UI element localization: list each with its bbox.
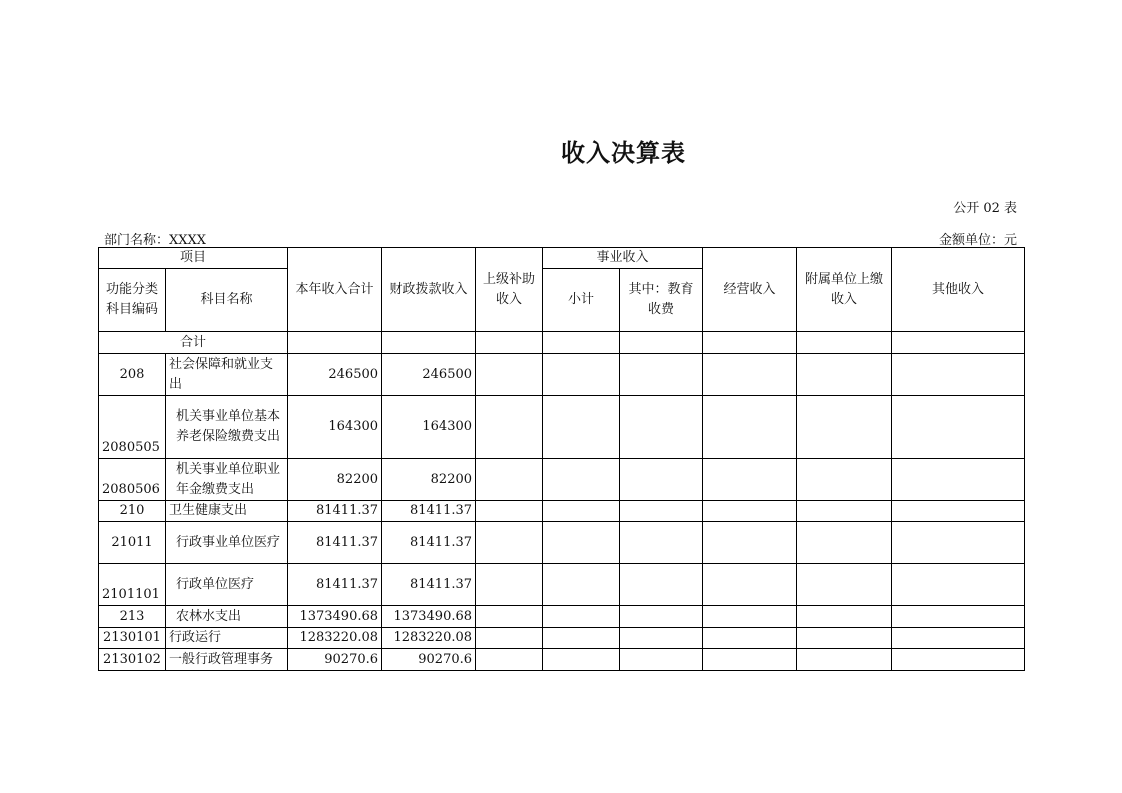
row-name: 行政事业单位医疗 [166, 522, 288, 564]
page-title: 收入决算表 [561, 138, 686, 167]
row-fiscal: 90270.6 [382, 649, 476, 671]
row-total: 82200 [288, 459, 382, 501]
row-total: 1283220.08 [288, 628, 382, 649]
table-row [99, 354, 1025, 396]
header-subject-name: 科目名称 [166, 269, 288, 332]
sum-row [99, 332, 1025, 354]
header-row-1 [99, 248, 1025, 269]
form-number: 公开 02 表 [953, 201, 1017, 216]
header-other-income: 其他收入 [892, 248, 1025, 332]
income-table [98, 247, 1025, 671]
row-fiscal: 81411.37 [382, 564, 476, 606]
row-name: 机关事业单位职业年金缴费支出 [166, 459, 288, 501]
table-row [99, 628, 1025, 649]
row-fiscal: 81411.37 [382, 522, 476, 564]
amount-unit-label: 金额单位：元 [938, 233, 1017, 248]
header-subject-code: 功能分类科目编码 [99, 269, 166, 332]
row-code: 213 [99, 606, 166, 628]
row-total: 81411.37 [288, 522, 382, 564]
row-fiscal: 1283220.08 [382, 628, 476, 649]
row-name: 社会保障和就业支出 [166, 354, 288, 396]
header-business-income: 事业收入 [543, 248, 703, 269]
table-row [99, 564, 1025, 606]
table-row [99, 459, 1025, 501]
row-code: 2080506 [99, 459, 166, 501]
row-name: 行政单位医疗 [166, 564, 288, 606]
row-total: 1373490.68 [288, 606, 382, 628]
header-education-fee: 其中：教育收费 [620, 269, 703, 332]
row-total: 90270.6 [288, 649, 382, 671]
row-fiscal: 1373490.68 [382, 606, 476, 628]
row-fiscal: 81411.37 [382, 501, 476, 522]
table-row [99, 522, 1025, 564]
row-total: 164300 [288, 396, 382, 459]
row-code: 208 [99, 354, 166, 396]
sum-label: 合计 [99, 332, 288, 354]
table-row [99, 396, 1025, 459]
row-fiscal: 164300 [382, 396, 476, 459]
header-fiscal-allocation: 财政拨款收入 [382, 248, 476, 332]
header-total-income: 本年收入合计 [288, 248, 382, 332]
row-name: 卫生健康支出 [166, 501, 288, 522]
row-fiscal: 82200 [382, 459, 476, 501]
row-fiscal: 246500 [382, 354, 476, 396]
row-total: 81411.37 [288, 501, 382, 522]
header-affiliated-income: 附属单位上缴收入 [797, 248, 892, 332]
header-subtotal: 小计 [543, 269, 620, 332]
row-name: 一般行政管理事务 [166, 649, 288, 671]
table-row [99, 501, 1025, 522]
row-total: 246500 [288, 354, 382, 396]
row-code: 2130102 [99, 649, 166, 671]
row-name: 农林水支出 [166, 606, 288, 628]
row-name: 机关事业单位基本养老保险缴费支出 [166, 396, 288, 459]
row-code: 21011 [99, 522, 166, 564]
header-project: 项目 [99, 248, 288, 269]
row-total: 81411.37 [288, 564, 382, 606]
table-row [99, 606, 1025, 628]
department-label: 部门名称：XXXX [104, 233, 207, 248]
row-code: 2080505 [99, 396, 166, 459]
header-superior-subsidy: 上级补助收入 [476, 248, 543, 332]
row-code: 2101101 [99, 564, 166, 606]
table-row [99, 649, 1025, 671]
header-operating-income: 经营收入 [703, 248, 797, 332]
row-code: 2130101 [99, 628, 166, 649]
row-name: 行政运行 [166, 628, 288, 649]
row-code: 210 [99, 501, 166, 522]
